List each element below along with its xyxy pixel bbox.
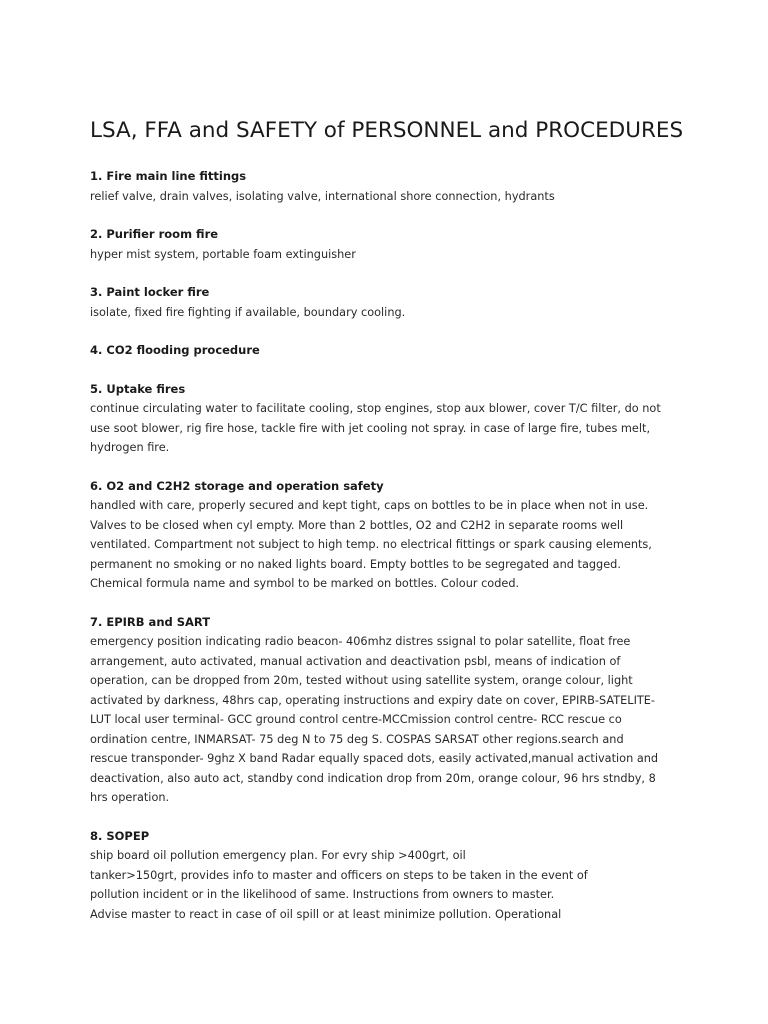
- section-body: [90, 496, 690, 594]
- section: [90, 380, 690, 458]
- section-heading: 6. O2 and C2H2 storage and operation safety: [90, 478, 384, 493]
- body-line: permanent no smoking or no naked lights board. Empty bottles to be segregated and tagged.: [90, 557, 621, 571]
- body-line: deactivation, also auto act, standby cond indication drop from 20m, orange colour, 96 hrs stndby, 8: [90, 771, 656, 785]
- section-body: [90, 846, 690, 924]
- section-body: [90, 632, 690, 808]
- section: [90, 283, 690, 322]
- body-line: continue circulating water to facilitate cooling, stop engines, stop aux blower, cover T/C filter, do not: [90, 402, 661, 415]
- section-heading: 2. Purifier room fire: [90, 227, 219, 241]
- section: [90, 341, 690, 361]
- section-heading: 5. Uptake fires: [90, 381, 186, 396]
- body-line: Valves to be closed when cyl empty. More than 2 bottles, O2 and C2H2 in separate rooms well: [90, 518, 624, 532]
- section: [90, 827, 690, 925]
- body-line: ship board oil pollution emergency plan. For evry ship >400grt, oil: [90, 849, 466, 862]
- body-line: Advise master to react in case of oil spill or at least minimize pollution. Operational: [90, 907, 562, 921]
- document-sections: [90, 167, 690, 943]
- section-heading: 7. EPIRB and SART: [90, 614, 211, 629]
- section-body: [90, 245, 690, 265]
- body-line: isolate, fixed fire fighting if available, boundary cooling.: [90, 305, 406, 319]
- body-line: Chemical formula name and symbol to be marked on bottles. Colour coded.: [90, 577, 520, 590]
- body-line: hydrogen fire.: [90, 441, 170, 454]
- body-line: LUT local user terminal- GCC ground control centre-MCCmission control centre- RCC rescue co: [90, 713, 622, 726]
- body-line: activated by darkness, 48hrs cap, operating instructions and expiry date on cover, EPIRB-SATELITE-: [90, 693, 656, 707]
- body-line: handled with care, properly secured and kept tight, caps on bottles to be in place when not in use.: [90, 499, 649, 512]
- body-line: arrangement, auto activated, manual activation and deactivation psbl, means of indication of: [90, 654, 621, 668]
- body-line: operation, can be dropped from 20m, tested without using satellite system, orange colour, light: [90, 674, 633, 687]
- body-line: hyper mist system, portable foam extinguisher: [90, 247, 356, 261]
- body-line: rescue transponder- 9ghz X band Radar equally spaced dots, easily activated,manual activation and: [90, 752, 659, 765]
- section-heading: 4. CO2 flooding procedure: [90, 343, 260, 357]
- section-heading: 1. Fire main line fittings: [90, 169, 247, 183]
- body-line: hrs operation.: [90, 791, 170, 804]
- body-line: pollution incident or in the likelihood of same. Instructions from owners to master.: [90, 888, 555, 901]
- section-heading: 8. SOPEP: [90, 828, 150, 843]
- body-line: relief valve, drain valves, isolating valve, international shore connection, hydrants: [90, 189, 555, 203]
- document-title: LSA, FFA and SAFETY of PERSONNEL and PROCEDURES: [90, 118, 684, 143]
- body-line: use soot blower, rig fire hose, tackle fire with jet cooling not spray. in case of large fire, tubes melt,: [90, 421, 651, 435]
- body-line: ventilated. Compartment not subject to high temp. no electrical fittings or spark causing elements,: [90, 538, 652, 551]
- section: [90, 477, 690, 594]
- section-body: [90, 303, 690, 323]
- body-line: emergency position indicating radio beacon- 406mhz distres ssignal to polar satellite, float free: [90, 635, 631, 648]
- section-body: [90, 187, 690, 207]
- section: [90, 167, 690, 206]
- section: [90, 613, 690, 808]
- section: [90, 225, 690, 264]
- section-heading: 3. Paint locker fire: [90, 285, 210, 299]
- body-line: tanker>150grt, provides info to master and officers on steps to be taken in the event of: [90, 868, 588, 882]
- section-body: [90, 399, 690, 458]
- body-line: ordination centre, INMARSAT- 75 deg N to 75 deg S. COSPAS SARSAT other regions.search and: [90, 732, 624, 746]
